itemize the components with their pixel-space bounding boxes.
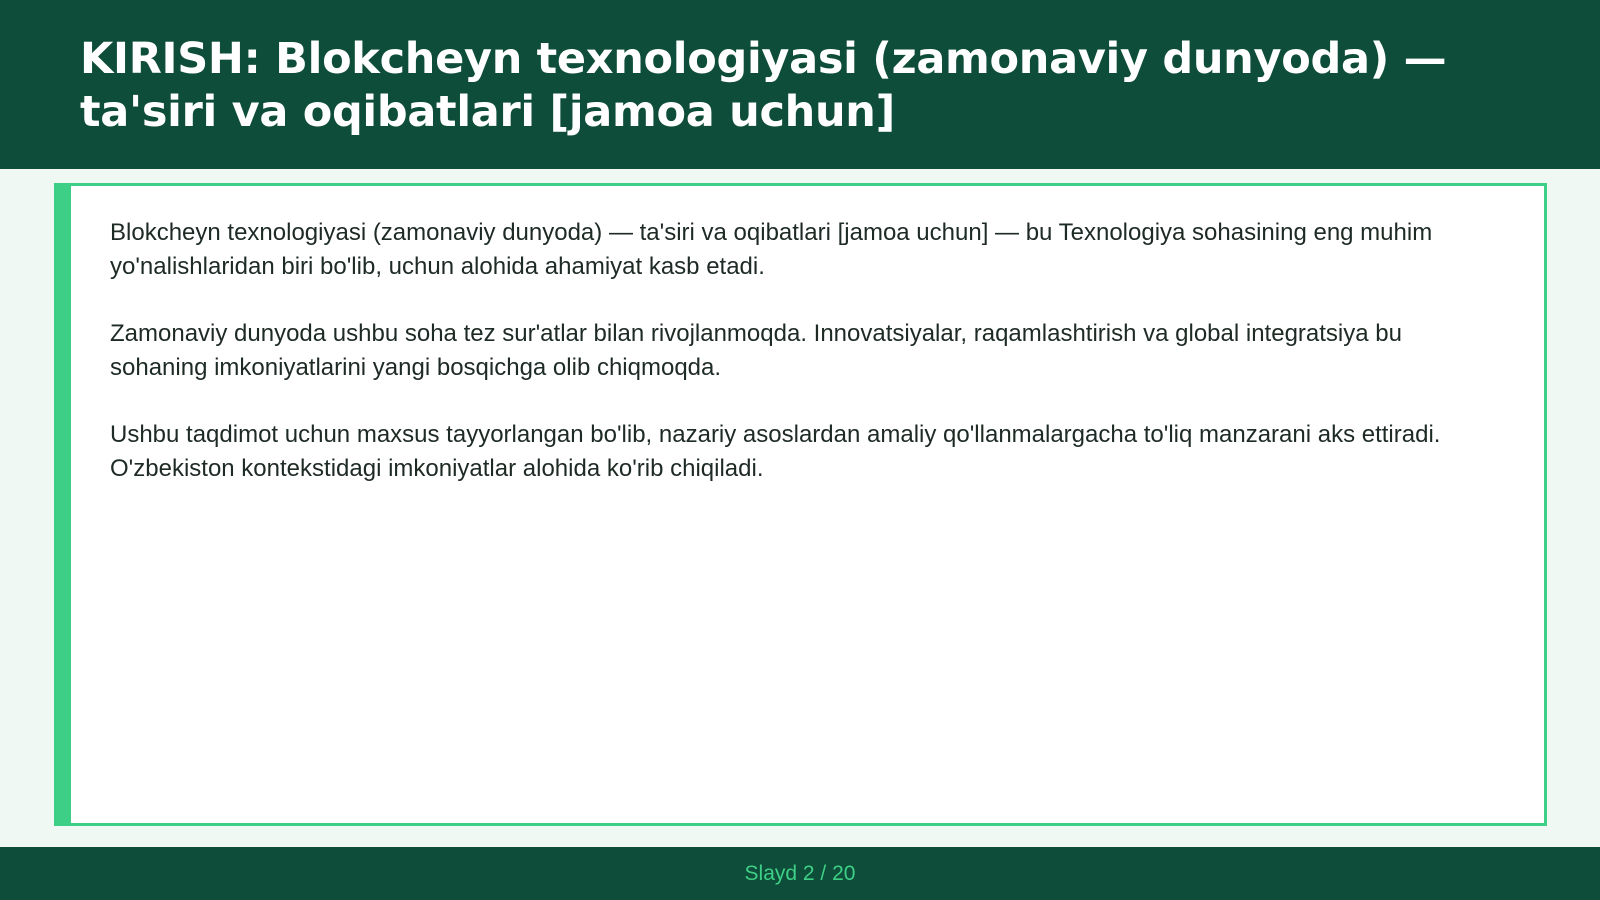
slide-title: KIRISH: Blokcheyn texnologiyasi (zamonaviy dunyoda) — ta'siri va oqibatlari [jamoa uchun] xyxy=(80,34,1447,137)
intro-paragraph: Blokcheyn texnologiyasi (zamonaviy dunyoda) — ta'siri va oqibatlari [jamoa uchun] — bu Texnologiya sohasining eng muhim yo'nalishlaridan biri bo'lib, uchun alohida ahamiyat kasb etadi. xyxy=(110,219,1433,280)
purpose-paragraph: Ushbu taqdimot uchun maxsus tayyorlangan bo'lib, nazariy asoslardan amaliy qo'llanmalargacha to'liq manzarani aks ettiradi. O'zbekiston kontekstidagi imkoniyatlar alohida ko'rib chiqiladi. xyxy=(110,421,1441,482)
slide-header xyxy=(0,0,1600,169)
context-paragraph: Zamonaviy dunyoda ushbu soha tez sur'atlar bilan rivojlanmoqda. Innovatsiyalar, raqamlashtirish va global integratsiya bu sohaning imkoniyatlarini yangi bosqichga olib chiqmoqda. xyxy=(110,320,1402,381)
slide-footer xyxy=(0,847,1600,900)
content-card xyxy=(54,183,1547,826)
slide-counter: Slayd 2 / 20 xyxy=(744,862,856,885)
